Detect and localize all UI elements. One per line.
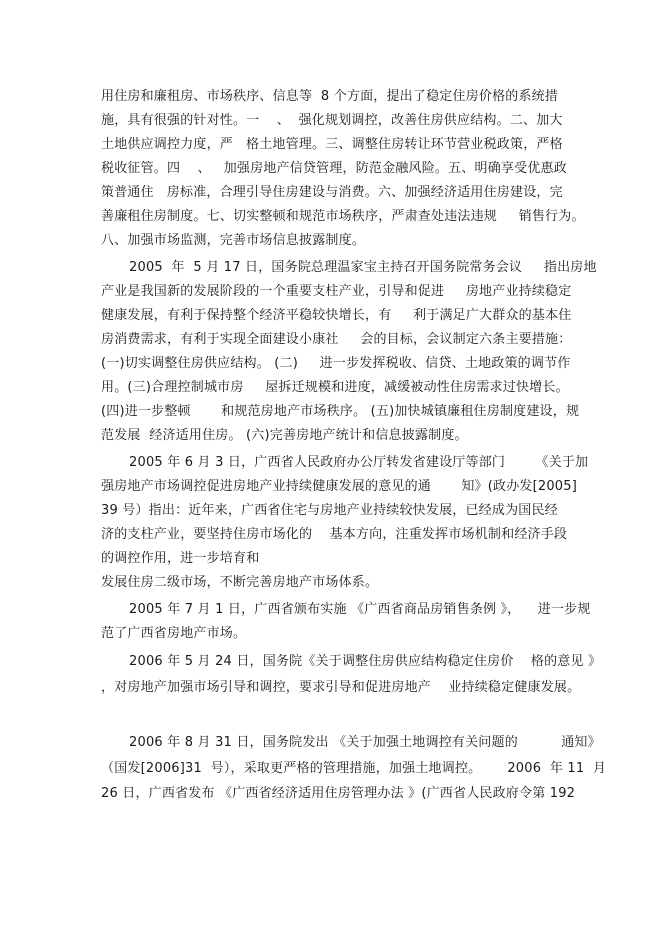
paragraph-start: 2005 年 6 月 3 日，广西省人民政府办公厅转发省建设厅等部门 《关于加 — [129, 455, 589, 470]
text-line: 的调控作用，进一步培育和 — [101, 551, 260, 566]
paragraph-start: 2006 年 5 月 24 日，国务院《关于调整住房供应结构稳定住房价 格的意见 》 — [129, 654, 602, 669]
text-line: 施，具有很强的针对性。一 、 强化规划调控，改善住房供应结构。二、加大 — [101, 113, 563, 128]
text-line: 税收征管。四 、 加强房地产信贷管理，防范金融风险。五、明确享受优惠政 — [101, 161, 567, 176]
text-line: 土地供应调控力度，严 格土地管理。三、调整住房转让环节营业税政策，严格 — [101, 137, 563, 152]
text-line: 善廉租住房制度。七、切实整顿和规范市场秩序，严肃查处违法违规 销售行为。 — [101, 209, 585, 224]
text-line: 用住房和廉租房、市场秩序、信息等 8 个方面，提出了稳定住房价格的系统措 — [101, 89, 559, 104]
text-line: 26 日，广西省发布 《广西省经济适用住房管理办法 》(广西省人民政府令第 192 — [101, 786, 576, 801]
paragraph-start: 2006 年 8 月 31 日，国务院发出 《关于加强土地调控有关问题的 通知》 — [129, 735, 601, 750]
text-line: （国发[2006]31 号），采取更严格的管理措施，加强土地调控。 2006 年 11 月 — [101, 761, 607, 776]
text-line: 策普通住 房标准，合理引导住房建设与消费。六、加强经济适用住房建设，完 — [101, 185, 563, 200]
text-line: 范发展 经济适用住房。 (六)完善房地产统计和信息披露制度。 — [101, 428, 468, 443]
text-line: 济的支柱产业，要坚持住房市场化的 基本方向，注重发挥市场机制和经济手段 — [101, 527, 568, 542]
text-line: 39 号）指出：近年来，广西省住宅与房地产业持续较快发展，已经成为国民经 — [101, 503, 558, 518]
text-line: 发展住房二级市场，不断完善房地产市场体系。 — [101, 575, 379, 590]
text-line: ，对房地产加强市场引导和调控，要求引导和促进房地产 业持续稳定健康发展。 — [101, 680, 581, 695]
text-line: 强房地产市场调控促进房地产业持续健康发展的意见的通 知》(政办发[2005] — [101, 479, 578, 494]
paragraph-start: 2005 年 7 月 1 日，广西省颁布实施 《广西省商品房销售条例 》， 进一步规 — [129, 602, 591, 617]
text-line: 房消费需求，有利于实现全面建设小康社 会的目标，会议制定六条主要措施： — [101, 332, 572, 347]
text-line: (四)进一步整顿 和规范房地产市场秩序。 (五)加快城镇廉租住房制度建设，规 — [101, 404, 580, 419]
text-line: 用。(三)合理控制城市房 屋拆迁规模和进度，减缓被动性住房需求过快增长。 — [101, 380, 569, 395]
text-line: 八、加强市场监测，完善市场信息披露制度。 — [101, 233, 366, 248]
text-line: (一)切实调整住房供应结构。 (二) 进一步发挥税收、信贷、土地政策的调节作 — [101, 356, 571, 371]
text-line: 范了广西省房地产市场。 — [101, 626, 247, 641]
text-line: 产业是我国新的发展阶段的一个重要支柱产业，引导和促进 房地产业持续稳定 — [101, 284, 572, 299]
paragraph-start: 2005 年 5 月 17 日，国务院总理温家宝主持召开国务院常务会议 指出房地 — [129, 260, 597, 275]
text-line: 健康发展，有利于保持整个经济平稳较快增长，有 利于满足广大群众的基本住 — [101, 308, 572, 323]
